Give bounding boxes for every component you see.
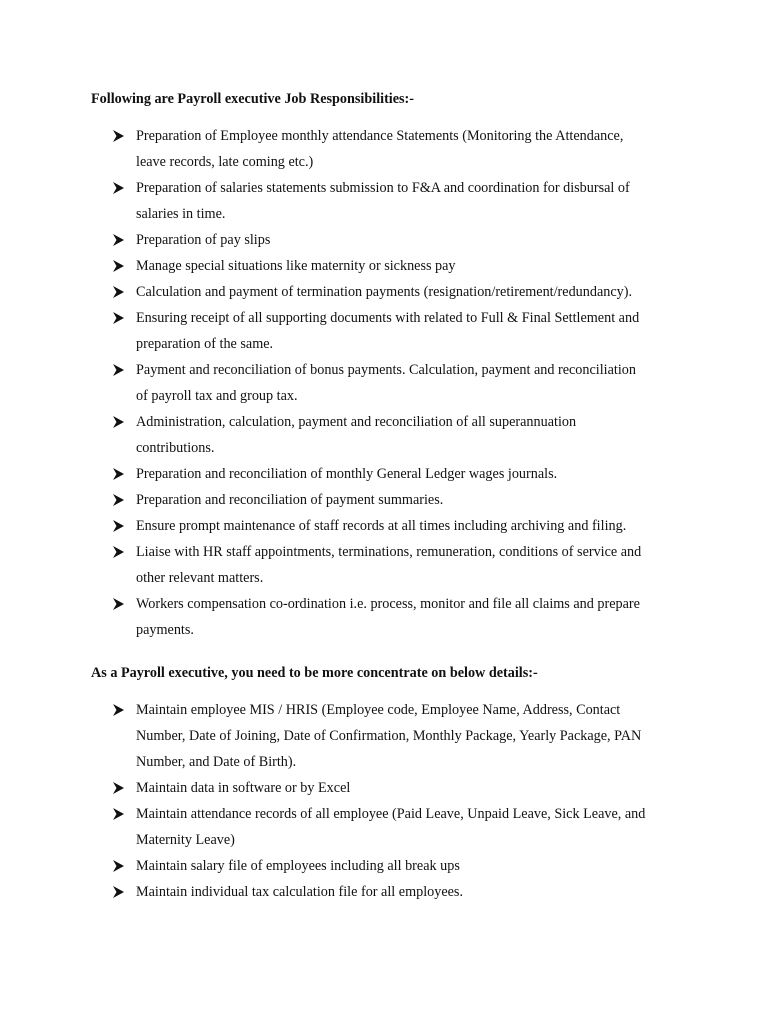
- arrowhead-bullet-icon: [113, 234, 124, 246]
- list-item-text: Ensure prompt maintenance of staff records at all times including archiving and filing.: [136, 518, 627, 534]
- list-item-text: Preparation of pay slips: [136, 232, 271, 248]
- list-item-text: Maintain attendance records of all employee (Paid Leave, Unpaid Leave, Sick Leave, and: [136, 806, 646, 822]
- arrowhead-bullet-icon: [113, 286, 124, 298]
- arrowhead-bullet-icon: [113, 808, 124, 820]
- list-item-text: Preparation and reconciliation of payment summaries.: [136, 492, 444, 508]
- list-item-text: payments.: [136, 622, 194, 638]
- arrowhead-bullet-icon: [113, 546, 124, 558]
- list-item: [0, 879, 686, 905]
- arrowhead-bullet-icon: [113, 260, 124, 272]
- list-item-text: preparation of the same.: [136, 336, 274, 352]
- arrowhead-bullet-icon: [113, 182, 124, 194]
- list-item: [0, 591, 686, 643]
- details-list: [0, 697, 686, 905]
- arrowhead-bullet-icon: [113, 312, 124, 324]
- list-item: [0, 539, 686, 591]
- list-item-text: Calculation and payment of termination payments (resignation/retirement/redundancy).: [136, 284, 633, 300]
- list-item: [0, 513, 686, 539]
- arrowhead-bullet-icon: [113, 860, 124, 872]
- list-item-text: Preparation of salaries statements submission to F&A and coordination for disbursal of: [136, 180, 630, 196]
- responsibilities-list: [0, 123, 686, 643]
- list-item-text: Number, and Date of Birth).: [136, 754, 297, 770]
- list-item-text: Preparation and reconciliation of monthly General Ledger wages journals.: [136, 466, 558, 482]
- list-item: [0, 461, 686, 487]
- list-item-text: Manage special situations like maternity or sickness pay: [136, 258, 456, 274]
- list-item-text: Ensuring receipt of all supporting documents with related to Full & Final Settlement and: [136, 310, 640, 326]
- list-item-text: Preparation of Employee monthly attendance Statements (Monitoring the Attendance,: [136, 128, 624, 144]
- list-item: [0, 487, 686, 513]
- list-item-text: Number, Date of Joining, Date of Confirmation, Monthly Package, Yearly Package, PAN: [136, 728, 642, 744]
- list-item-text: contributions.: [136, 440, 215, 456]
- list-item-text: salaries in time.: [136, 206, 226, 222]
- list-item-text: leave records, late coming etc.): [136, 154, 314, 170]
- arrowhead-bullet-icon: [113, 364, 124, 376]
- list-item: [0, 775, 686, 801]
- list-item-text: Maintain employee MIS / HRIS (Employee code, Employee Name, Address, Contact: [136, 702, 621, 718]
- list-item-text: Maternity Leave): [136, 832, 235, 848]
- arrowhead-bullet-icon: [113, 704, 124, 716]
- list-item: [0, 801, 686, 853]
- list-item-text: other relevant matters.: [136, 570, 264, 586]
- section-heading-responsibilities: Following are Payroll executive Job Responsibilities:-: [91, 91, 415, 107]
- list-item-text: Maintain salary file of employees including all break ups: [136, 858, 460, 874]
- list-item: [0, 853, 686, 879]
- list-item-text: Liaise with HR staff appointments, terminations, remuneration, conditions of service and: [136, 544, 642, 560]
- list-item: [0, 697, 686, 775]
- list-item: [0, 253, 686, 279]
- arrowhead-bullet-icon: [113, 416, 124, 428]
- section-heading-details: As a Payroll executive, you need to be more concentrate on below details:-: [91, 665, 538, 681]
- list-item-text: Maintain data in software or by Excel: [136, 780, 351, 796]
- list-item: [0, 409, 686, 461]
- arrowhead-bullet-icon: [113, 598, 124, 610]
- arrowhead-bullet-icon: [113, 520, 124, 532]
- arrowhead-bullet-icon: [113, 130, 124, 142]
- arrowhead-bullet-icon: [113, 886, 124, 898]
- list-item: [0, 227, 686, 253]
- list-item: [0, 175, 686, 227]
- arrowhead-bullet-icon: [113, 782, 124, 794]
- list-item-text: Administration, calculation, payment and reconciliation of all superannuation: [136, 414, 577, 430]
- list-item: [0, 357, 686, 409]
- list-item-text: Maintain individual tax calculation file for all employees.: [136, 884, 463, 900]
- list-item-text: Payment and reconciliation of bonus payments. Calculation, payment and reconciliation: [136, 362, 636, 378]
- arrowhead-bullet-icon: [113, 494, 124, 506]
- arrowhead-bullet-icon: [113, 468, 124, 480]
- list-item: [0, 305, 686, 357]
- list-item-text: Workers compensation co-ordination i.e. process, monitor and file all claims and prepare: [136, 596, 640, 612]
- list-item-text: of payroll tax and group tax.: [136, 388, 298, 404]
- list-item: [0, 279, 686, 305]
- list-item: [0, 123, 686, 175]
